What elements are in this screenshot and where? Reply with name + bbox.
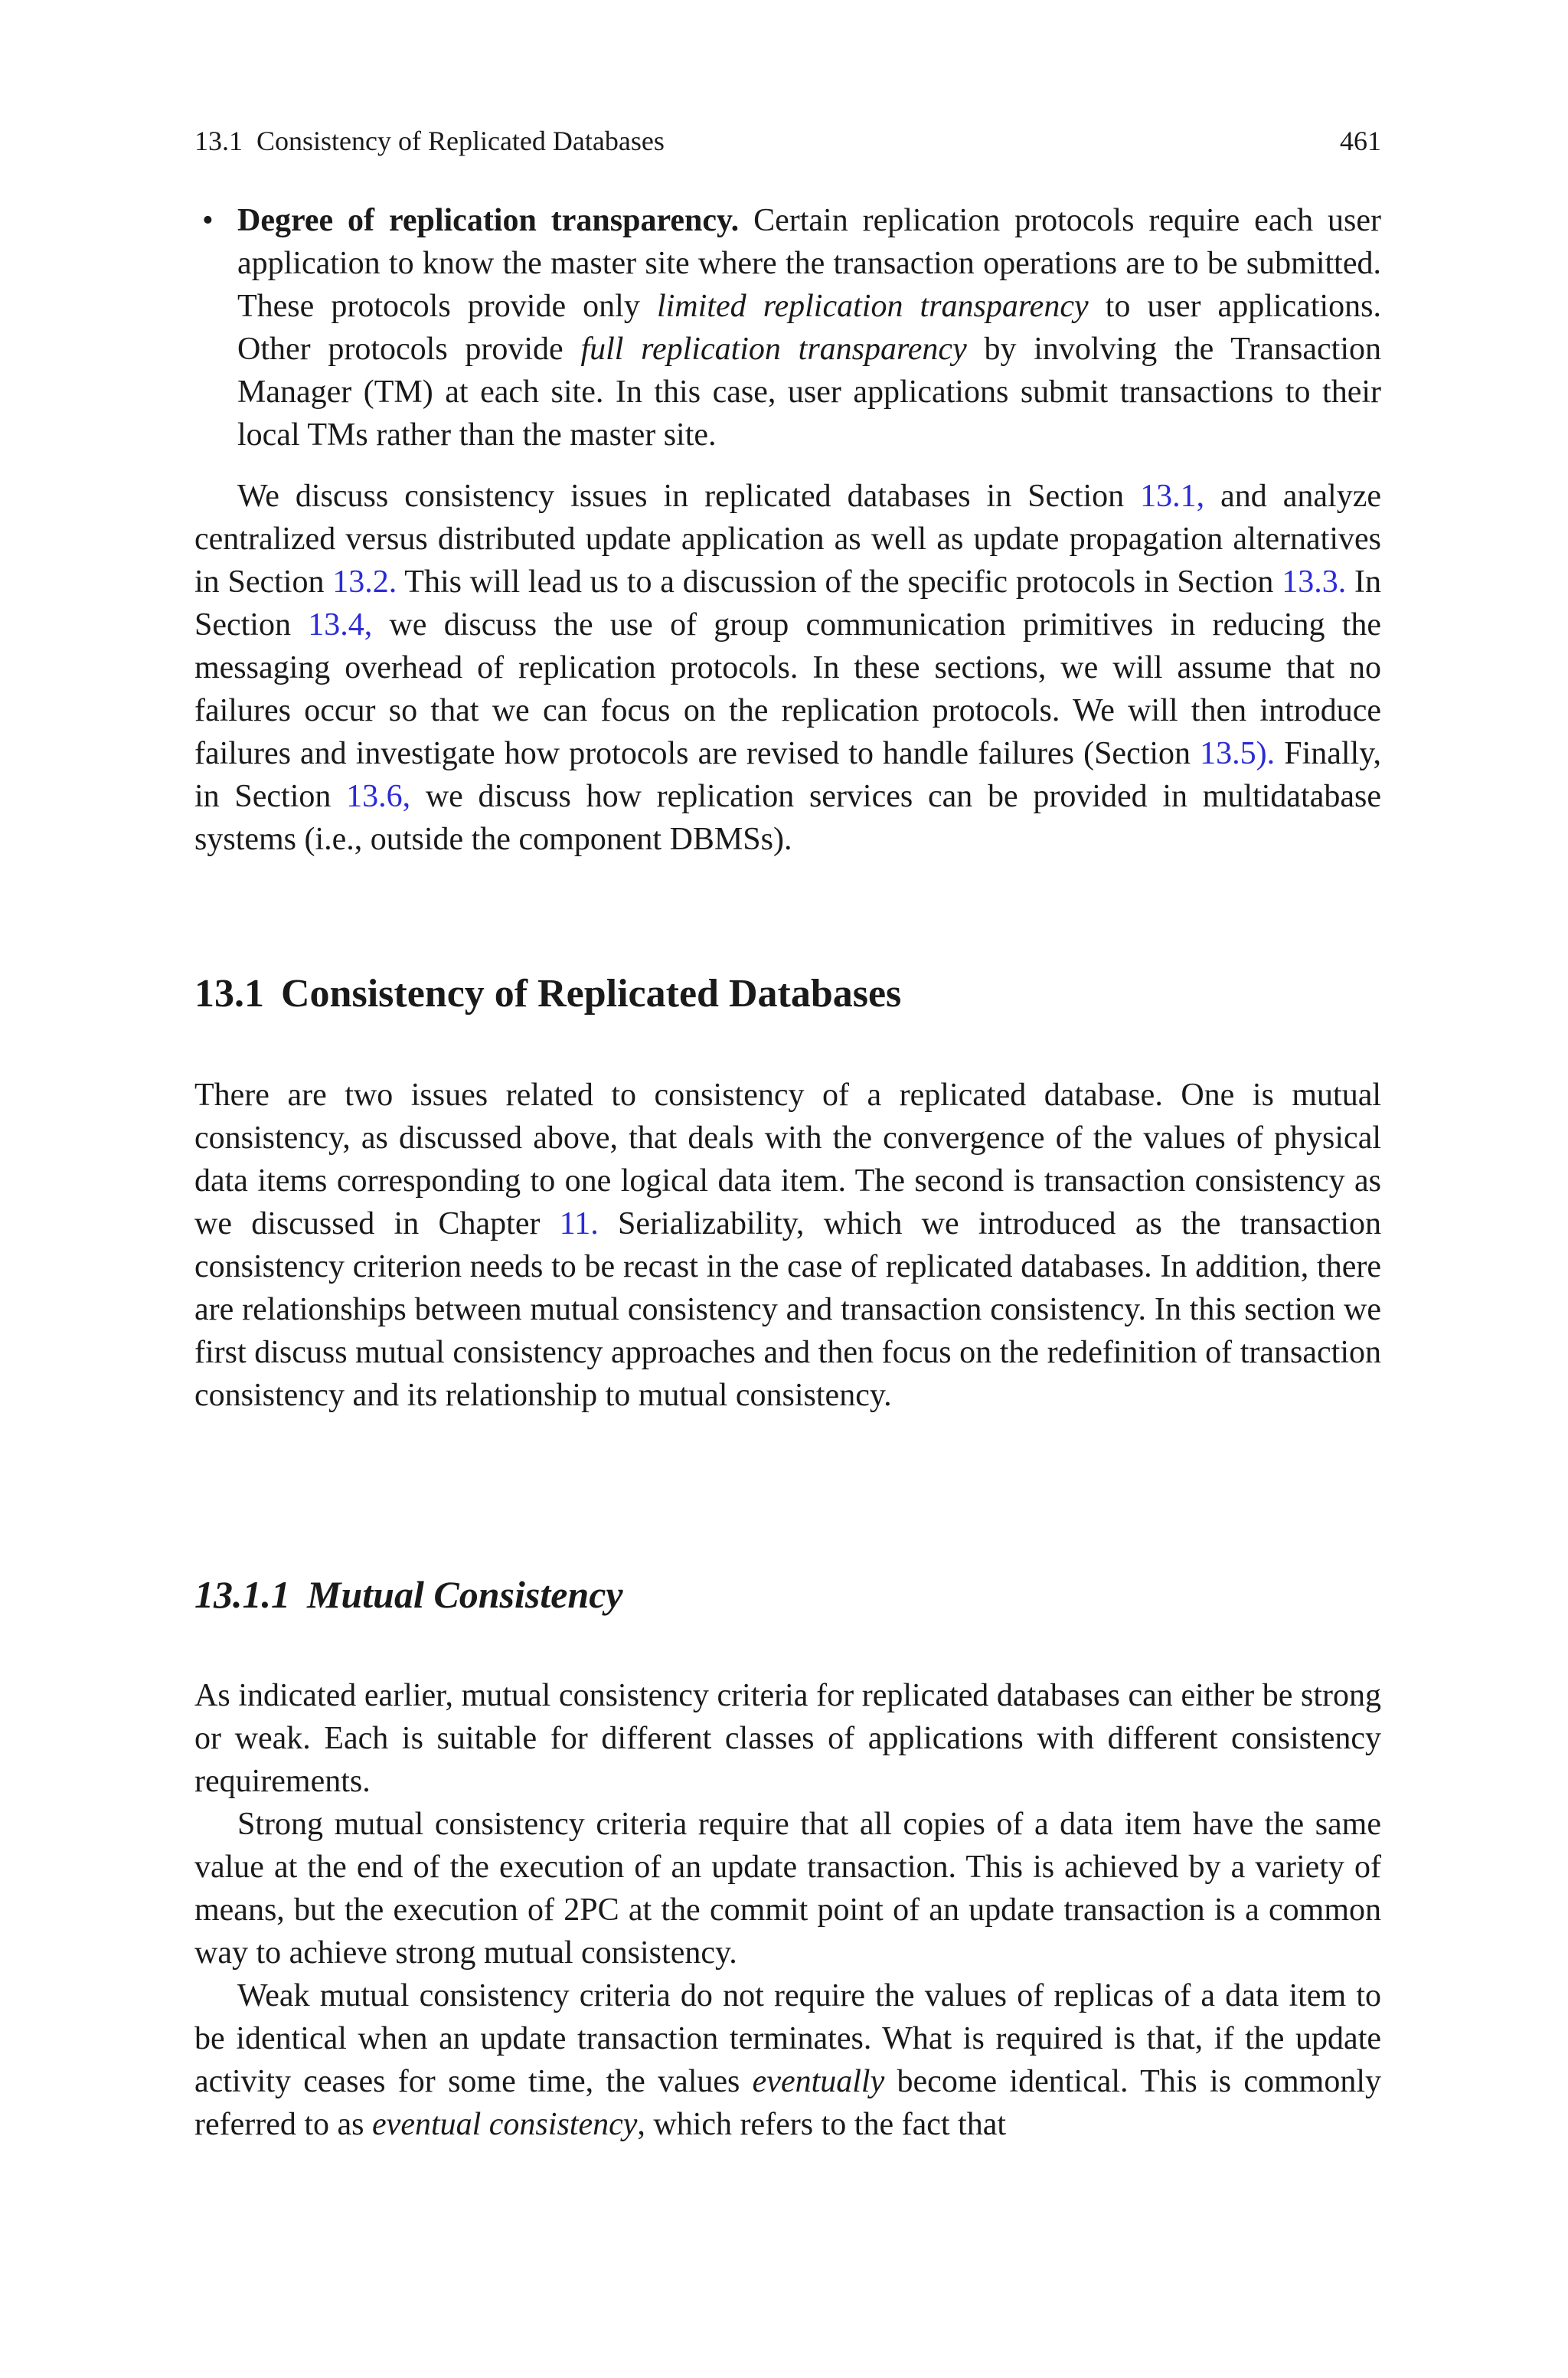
intro-paragraph xyxy=(194,475,1381,861)
section-link[interactable]: 13.4, xyxy=(308,607,373,643)
section-link[interactable]: 13.6, xyxy=(346,779,411,814)
subsection-paragraph: Strong mutual consistency criteria require that all copies of a data item have the same value at the end of the execution of an update transaction. This is achieved by a variety of means, but the execution of 2PC at the commit point of an update transaction is a common way to achieve strong mutual consistency. xyxy=(194,1807,1381,1971)
bullet-emphasis: full replication transparency xyxy=(580,332,967,367)
page-number: 461 xyxy=(1340,126,1381,156)
section-link[interactable]: 13.3. xyxy=(1282,564,1347,600)
bullet-emphasis: limited replication transparency xyxy=(656,289,1089,324)
intro-text: In Section xyxy=(194,564,1382,643)
subsection-emphasis: eventual consistency xyxy=(372,2107,638,2142)
bullet-paragraph xyxy=(237,199,1381,456)
intro-block xyxy=(194,475,1381,861)
running-head-section: 13.1 xyxy=(194,126,243,156)
section-text: There are two issues related to consistency of a replicated database. One is mutual consistency, as discussed above, that deals with the convergence of the values of physical data items corresponding to one logical data item. The second is transaction consistency as we discussed in Chapter xyxy=(194,1078,1381,1241)
running-head xyxy=(194,123,1381,159)
bullet-term: Degree of replication transparency. xyxy=(237,203,740,238)
intro-text: we discuss how replication services can be provided in multidatabase systems (i.e., outside the component DBMSs). xyxy=(194,779,1382,857)
section-title xyxy=(194,970,1381,1019)
intro-text: Finally, in Section xyxy=(194,736,1382,814)
section-number: 13.1 xyxy=(194,972,264,1016)
subsection-number: 13.1.1 xyxy=(194,1573,290,1616)
subsection-text: Weak mutual consistency criteria do not require the values of replicas of a data item to be identical when an update transaction terminates. What is required is that, if the update activity ceases for some time, the values xyxy=(194,1978,1381,2099)
section-body xyxy=(194,1074,1381,1417)
intro-text: and analyze centralized versus distributed update application as well as update propagation alternatives in Section xyxy=(194,479,1381,600)
section-title-text: Consistency of Replicated Databases xyxy=(281,972,902,1016)
section-heading xyxy=(194,970,1381,1019)
intro-text: We discuss consistency issues in replicated databases in Section xyxy=(237,479,1141,514)
subsection-paragraph xyxy=(194,1974,1381,2146)
subsection-paragraph: As indicated earlier, mutual consistency criteria for replicated databases can either be strong or weak. Each is suitable for different classes of applications with different consistency requirements. xyxy=(194,1678,1381,1799)
running-head-title: Consistency of Replicated Databases xyxy=(256,126,665,156)
section-link[interactable]: 13.5). xyxy=(1200,736,1276,771)
bullet-icon: • xyxy=(202,203,214,238)
intro-text: This will lead us to a discussion of the specific protocols in Section xyxy=(397,564,1282,600)
bullet-text: Certain replication protocols require each user application to know the master site where the transaction operations are to be submitted. These protocols provide only xyxy=(237,203,1381,324)
section-paragraph xyxy=(194,1074,1381,1417)
intro-text: we discuss the use of group communication primitives in reducing the messaging overhead of replication protocols. In these sections, we will assume that no failures occur so that we can focus on the replication protocols. We will then introduce failures and investigate how protocols are revised to handle failures (Section xyxy=(194,607,1382,771)
bullet-text: by involving the Transaction Manager (TM) at each site. In this case, user applications submit transactions to their local TMs rather than the master site. xyxy=(237,332,1381,453)
bullet-text: to user applications. Other protocols provide xyxy=(237,289,1382,367)
section-link[interactable]: 13.1, xyxy=(1140,479,1205,514)
subsection-text: , which refers to the fact that xyxy=(637,2107,1007,2142)
chapter-link[interactable]: 11. xyxy=(559,1206,599,1241)
subsection-title xyxy=(194,1570,1381,1619)
section-link[interactable]: 13.2. xyxy=(332,564,397,600)
subsection-title-text: Mutual Consistency xyxy=(307,1573,623,1616)
subsection-body xyxy=(194,1674,1381,2146)
subsection-heading xyxy=(194,1570,1381,1619)
bullet-item xyxy=(202,199,1382,456)
subsection-emphasis: eventually xyxy=(752,2064,885,2099)
section-text: Serializability, which we introduced as the transaction consistency criterion needs to be recast in the case of replicated databases. In addition, there are relationships between mutual consistency and transaction consistency. In this section we first discuss mutual consistency approaches and then focus on the redefinition of transaction consistency and its relationship to mutual consistency. xyxy=(194,1206,1381,1413)
subsection-text: become identical. This is commonly referred to as xyxy=(194,2064,1381,2142)
